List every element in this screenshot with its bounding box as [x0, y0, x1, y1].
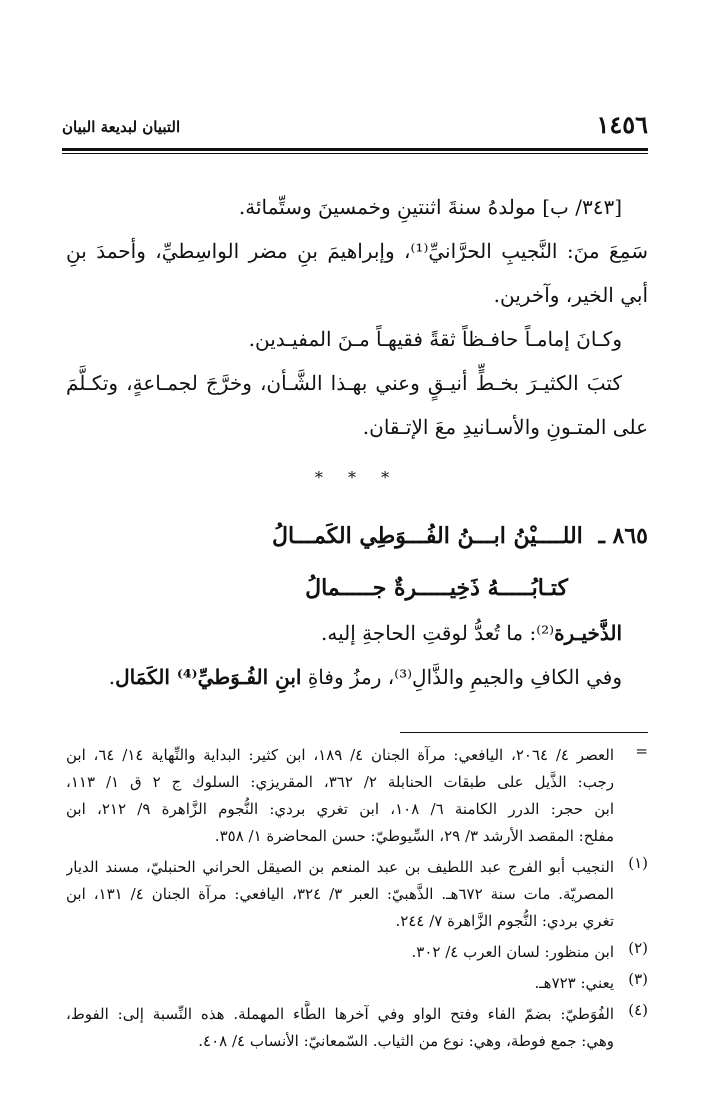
footnote-2	[66, 939, 648, 966]
footnote-mark: (١)	[628, 854, 648, 872]
footnote-mark: (٤)	[628, 1001, 648, 1019]
footnote-line: رجب: الذَّيل على طبقات الحنابلة ٢/ ٣٦٢، المقريزي: السلوك ج ٢ ق ١/ ١١٣،	[66, 773, 614, 791]
header-rule	[62, 148, 648, 154]
definition-text: : ما تُعدُّ لوقتِ الحاجةِ إليه.	[321, 621, 537, 645]
term-footnote-ref: ⁽²⁾	[536, 621, 555, 645]
footnote-line: المصريّة. مات سنة ٦٧٢هـ. الذَّهبيّ: العبر ٣/ ٣٢٤، اليافعي: مرآة الجنان ٤/ ١٣١، ابن	[66, 885, 614, 903]
footnote-line: تغري بردي: النُّجوم الزَّاهرة ٧/ ٢٤٤.	[395, 912, 614, 930]
person-name: ابنِ الفُـوَطيِّ⁽⁴⁾ الكَمَال	[115, 665, 302, 689]
footnote-continued	[66, 742, 648, 850]
footnote-line: النجيب أبو الفرج عبد اللطيف بن عبد المنعم بن الصيقل الحراني الحنبليّ، مسند الديار	[66, 858, 614, 876]
page-header	[62, 110, 648, 144]
entry-heading	[66, 507, 648, 565]
running-title: التبيان لبديعة البيان	[62, 118, 181, 136]
footnote-line: ابن حجر: الدرر الكامنة ٦/ ١٠٨، ابن تغري بردي: النُّجوم الزَّاهرة ٩/ ٢١٢، ابن	[66, 800, 614, 818]
footnote-mark: (٣)	[628, 970, 648, 988]
page-number: ١٤٥٦	[596, 110, 648, 139]
definition-line	[66, 611, 648, 655]
footnotes	[66, 742, 648, 1055]
defined-term: الذَّخيـرة	[554, 621, 622, 645]
footnote-line: ابن منظور: لسان العرب ٤/ ٣٠٢.	[411, 943, 614, 961]
symbol-line	[66, 655, 648, 699]
entry-book-verse: كتـابُـــــهُ ذَخِيـــــرةٌ جـــــمالُ	[305, 575, 568, 601]
footnote-line: الفُوَطيّ: بضمّ الفاء وفتح الواو وفي آخرها الطَّاء المهملة. هذه النِّسبة إلى: الفوط،	[66, 1005, 614, 1023]
text-line: على المتـونِ والأسـانيدِ معَ الإتـقان.	[362, 415, 648, 439]
footnote-line: العصر ٤/ ٢٠٦٤، اليافعي: مرآة الجنان ٤/ ١٨٩، ابن كثير: البداية والنِّهاية ١٤/ ٦٤، ابن	[66, 746, 614, 764]
footnote-rule	[400, 732, 648, 733]
footnote-line: مفلح: المقصد الأرشد ٣/ ٢٩، السِّيوطيّ: حسن المحاضرة ١/ ٣٥٨.	[214, 827, 614, 845]
text-line: سَمِعَ منَ: النَّجيبِ الحرَّانيِّ⁽¹⁾، وإبراهيمَ بنِ مضر الواسِطيِّ، وأحمدَ بنِ	[66, 239, 648, 263]
text-line: وكـانَ إمامـاً حافـظاً ثقةً فقيهـاً مـنَ المفيـدين.	[248, 327, 622, 351]
footnote-mark: =	[635, 742, 648, 760]
footnote-1	[66, 854, 648, 935]
main-text	[66, 185, 648, 699]
entry-name-verse: اللــــيْنُ ابـــنُ الفُـــوَطِي الكَمـــالُ	[272, 523, 583, 549]
footnote-line: يعني: ٧٢٣هـ.	[534, 974, 614, 992]
text-line: أبي الخير، وآخرين.	[493, 283, 648, 307]
footnote-4	[66, 1001, 648, 1055]
footnote-3	[66, 970, 648, 997]
text-line: كتبَ الكثيـرَ بخـطٍّ أنيـقٍ وعني بهـذا الشَّـأن، وخرَّجَ لجمـاعةٍ، وتكـلَّمَ	[66, 371, 622, 395]
footnote-mark: (٢)	[628, 939, 648, 957]
footnote-line: وهي: جمع فوطة، وهي: نوع من الثياب. السّمعانيّ: الأنساب ٤/ ٤٠٨.	[198, 1032, 614, 1050]
symbol-text-end: .	[108, 665, 116, 689]
entry-number: ٨٦٥ ـ	[598, 523, 648, 549]
symbol-text: وفي الكافِ والجيمِ والذَّالِ⁽³⁾، رمزُ وفاةِ	[301, 665, 622, 689]
section-divider: * * *	[314, 468, 400, 487]
text-line: [٣٤٣/ ب] مولدهُ سنةَ اثنتينِ وخمسينَ وستِّمائة.	[238, 195, 622, 219]
